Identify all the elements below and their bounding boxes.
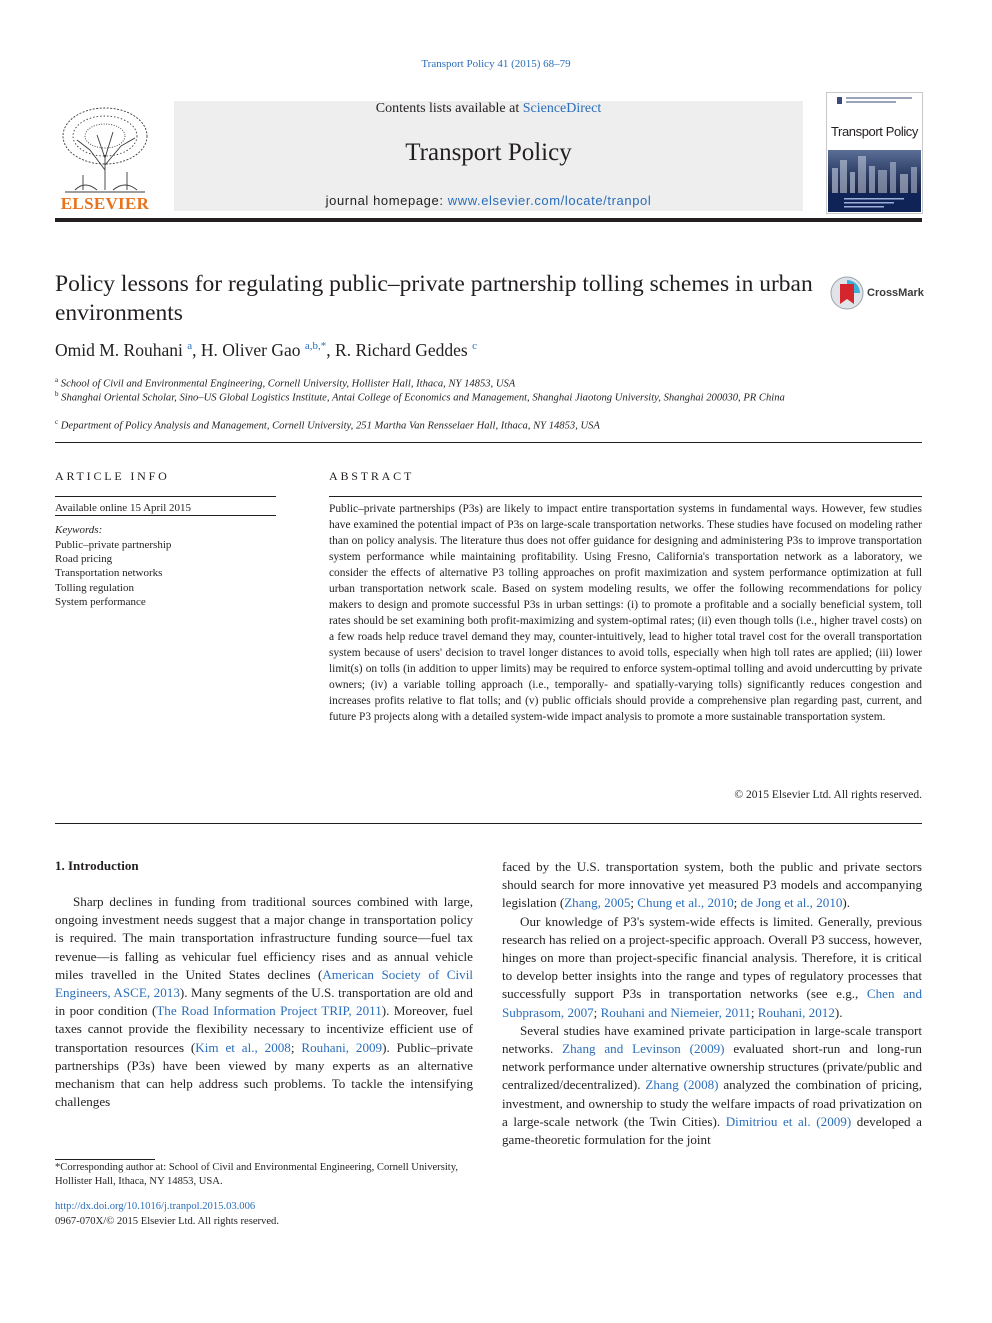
keyword-item: Tolling regulation bbox=[55, 582, 134, 594]
abstract-rule bbox=[329, 496, 922, 497]
affiliation-c: $^c$ Department of Policy Analysis and Management, Cornell University, 251 Martha Van Rensselaer Hall, Ithaca, NY 14853, USA bbox=[55, 418, 600, 432]
available-online: Available online 15 April 2015 bbox=[55, 502, 192, 514]
cover-footer-lines-icon bbox=[828, 193, 921, 212]
citation-link[interactable]: Zhang, 2005 bbox=[564, 895, 631, 911]
keyword-item: Transportation networks bbox=[55, 567, 163, 579]
citation-link[interactable]: Chen and Subprasom, 2007 bbox=[502, 986, 922, 1020]
homepage-link[interactable]: www.elsevier.com/locate/tranpol bbox=[447, 193, 652, 208]
cover-skyline-icon bbox=[828, 150, 921, 193]
article-title: Policy lessons for regulating public–private partnership tolling schemes in urban environments bbox=[55, 271, 813, 326]
article-info-heading: ARTICLE INFO bbox=[55, 469, 170, 483]
intro-paragraph: Sharp declines in funding from traditional sources combined with large, ongoing investment needs suggest that a major change in transportation policy is required. The main transportation infrastructure funding source—fuel tax revenue—is falling as vehicular fuel efficiency rises and as annual vehicle miles travelled in the United States declines (American Society of Civil Engineers, ASCE, 2013). Many segments of the U.S. transportation are old and in poor condition (The Road Information Project TRIP, 2011). Moreover, fuel taxes cannot provide the flexibility necessary to incentivize efficient use of transportation resources (Kim et al., 2008; Rouhani, 2009). Public–private partnerships (P3s) have been viewed by many experts as an alternative mechanism that can help address such problems. To tackle the intensifying challenges bbox=[55, 894, 473, 1110]
keyword-item: System performance bbox=[55, 596, 146, 608]
citation-link[interactable]: Chung et al., 2010 bbox=[637, 895, 734, 911]
citation-link[interactable]: American Society of Civil Engineers, ASCE, 2013 bbox=[55, 966, 473, 1001]
journal-cover[interactable] bbox=[826, 92, 923, 214]
article-info-rule bbox=[55, 515, 276, 516]
abstract-copyright: © 2015 Elsevier Ltd. All rights reserved. bbox=[734, 789, 922, 801]
cover-footer bbox=[828, 193, 921, 212]
journal-reference-link[interactable]: Transport Policy 41 (2015) 68–79 bbox=[421, 58, 571, 70]
author-affiliation-mark[interactable]: a bbox=[187, 340, 193, 353]
citation-link[interactable]: Rouhani and Niemeier, 2011 bbox=[600, 1004, 751, 1020]
abstract-text: Public–private partnerships (P3s) are likely to impact entire transportation systems in fundamental ways. However, few studies have examined the potential impact of P3s on large-scale transportation networks. These studies have focused on modeling rather than on policy analysis. The literature thus does not offer guidance for designing and administering P3s to improve transportation system performance while maintaining profitability. Using Fresno, California's transportation network as a laboratory, we consider the effects of alternative P3 tolling approaches on profit maximization and system performance optimization at full urban transportation network scale. Based on system modeling results, we offer the following recommendations for policy makers to design and promote successful P3s in urban settings: (i) to promote a profitable and a socially beneficial system, toll rates should be set examining both profit-maximizing and system-optimal rates; (ii) even though tolls (i.e., higher travel costs) on a few roads help reduce travel demand they may, counter-intuitively, lead to higher total travel cost for the overall transportation system because of users' decision to travel longer distances to avoid tolls, especially when high toll rates are applied; (iii) lower limit(s) on tolls (in addition to upper limits) may be required to enforce system-optimal tolling and avoid undercutting by private owners; (iv) a variable tolling approach (i.e., temporally- and spatially-varying tolls) significantly reduces congestion and increases profits relative to flat tolls; and (v) public officials should provide a comprehensive plan regarding past, current, and future P3 projects along with a detailed system-wide impact analysis to promote a more sustainable transportation system. bbox=[329, 503, 922, 723]
article-info-rule bbox=[55, 496, 276, 497]
author-name[interactable]: Omid M. Rouhani bbox=[55, 340, 183, 360]
elsevier-wordmark: ELSEVIER bbox=[60, 194, 150, 213]
author-name[interactable]: H. Oliver Gao bbox=[200, 340, 301, 360]
body-column-right bbox=[502, 858, 922, 1149]
citation-link[interactable]: Dimitriou et al. (2009) bbox=[725, 1113, 852, 1129]
cover-city-image bbox=[828, 150, 921, 193]
corresponding-author-footnote: *Corresponding author at: School of Civil and Environmental Engineering, Cornell University, Hollister Hall, Ithaca, NY 14853, USA. bbox=[55, 1162, 458, 1187]
intro-paragraph: faced by the U.S. transportation system, both the public and private sectors should search for more innovative yet measured P3 models and accompanying legislation (Zhang, 2005; Chung et al., 2010; de Jong et al., 2010). bbox=[502, 859, 922, 911]
issn-line: 0967-070X/© 2015 Elsevier Ltd. All rights reserved. bbox=[55, 1216, 280, 1227]
cover-title: Transport Policy bbox=[830, 124, 919, 139]
affiliation-b: $^b$ Shanghai Oriental Scholar, Sino–US Global Logistics Institute, Antai College of Economics and Management, Shanghai Jiaotong University, Shanghai 200030, PR China bbox=[55, 390, 785, 404]
author-name[interactable]: R. Richard Geddes bbox=[335, 340, 468, 360]
citation-link[interactable]: Rouhani, 2009 bbox=[301, 1039, 383, 1055]
affiliation-rule bbox=[55, 442, 922, 443]
citation-link[interactable]: The Road Information Project TRIP, 2011 bbox=[156, 1003, 382, 1019]
abstract-heading: ABSTRACT bbox=[329, 469, 415, 483]
author-affiliation-mark[interactable]: a,b,* bbox=[304, 340, 327, 353]
citation-link[interactable]: Rouhani, 2012 bbox=[757, 1004, 835, 1020]
keywords-label: Keywords: bbox=[55, 524, 103, 536]
cover-header bbox=[827, 93, 922, 113]
citation-link[interactable]: de Jong et al., 2010 bbox=[740, 895, 843, 911]
doi-link[interactable]: http://dx.doi.org/10.1016/j.tranpol.2015.03.006 bbox=[55, 1201, 256, 1212]
cover-emblem-icon bbox=[827, 93, 922, 113]
journal-title: Transport Policy bbox=[405, 139, 572, 166]
header-rule bbox=[55, 218, 922, 222]
intro-paragraph: Several studies have examined private participation in large-scale transport networks. Zhang and Levinson (2009) evaluated short-run and long-run network performance under alternative ownership structures (private/public and centralized/decentralized). Zhang (2008) analyzed the combination of pricing, investment, and ownership to study the welfare impacts of road privatization on a large-scale network (the Twin Cities). Dimitriou et al. (2009) developed a game-theoretic formulation for the joint bbox=[502, 1022, 922, 1148]
abstract-end-rule bbox=[55, 823, 922, 824]
author-affiliation-mark[interactable]: c bbox=[472, 340, 477, 353]
contents-line: Contents lists available at ScienceDirect bbox=[375, 101, 602, 116]
crossmark-label: CrossMark bbox=[867, 287, 924, 299]
affiliation-a: $^a$ School of Civil and Environmental Engineering, Cornell University, Hollister Hall, Ithaca, NY 14853, USA bbox=[55, 376, 516, 390]
keyword-item: Road pricing bbox=[55, 553, 113, 565]
author-list: Omid M. Rouhani $^a$, H. Oliver Gao $^{a,b,*}$, R. Richard Geddes $^c$ bbox=[55, 340, 477, 360]
body-column-left bbox=[55, 893, 473, 1111]
keyword-item: Public–private partnership bbox=[55, 539, 172, 551]
section-heading-introduction: 1. Introduction bbox=[55, 858, 139, 873]
sciencedirect-link[interactable]: ScienceDirect bbox=[522, 101, 602, 116]
homepage-line: journal homepage: www.elsevier.com/locate/tranpol bbox=[325, 193, 652, 208]
intro-paragraph: Our knowledge of P3's system-wide effects is limited. Generally, previous research has relied on a project-specific approach. Overall P3 success, however, hinges on more than project-specific financial analysis. Therefore, it is critical to develop better insights into the range and types of regulatory processes that successfully support P3s in transportation networks (see e.g., Chen and Subprasom, 2007; Rouhani and Niemeier, 2011; Rouhani, 2012). bbox=[502, 913, 922, 1020]
footnote-rule bbox=[55, 1159, 155, 1160]
citation-link[interactable]: Kim et al., 2008 bbox=[195, 1039, 291, 1055]
citation-link[interactable]: Zhang (2008) bbox=[645, 1077, 719, 1093]
citation-link[interactable]: Zhang and Levinson (2009) bbox=[562, 1041, 725, 1057]
